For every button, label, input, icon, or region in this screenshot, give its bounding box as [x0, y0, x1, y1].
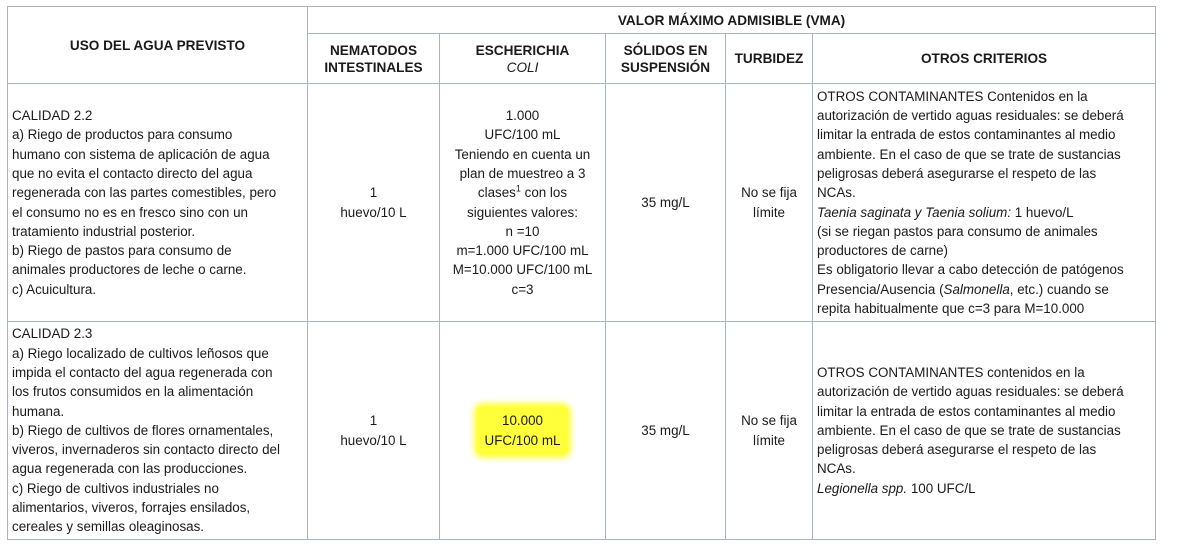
highlighted-ecoli-value — [477, 406, 569, 455]
turbidez-cell — [726, 84, 813, 322]
ecoli-line: UFC/100 mL — [484, 127, 561, 143]
uso-line: a) Riego localizado de cultivos leñosos que — [12, 345, 269, 361]
uso-line: humana. — [12, 403, 65, 419]
vma-table — [7, 6, 1156, 540]
otros-line: (si se riegan pastos para consumo de animales — [817, 223, 1098, 239]
otros-line: limitar la entrada de estos contaminantes al medio — [817, 127, 1116, 143]
header-otros: OTROS CRITERIOS — [813, 34, 1156, 84]
otros-line: autorización de vertido aguas residuales: se deberá — [817, 384, 1124, 400]
otros-line: ambiente. En el caso de que se trate de sustancias — [817, 146, 1121, 162]
uso-line: tratamiento industrial posterior. — [12, 223, 196, 239]
uso-line: CALIDAD 2.2 — [12, 108, 93, 124]
header-solidos — [606, 34, 726, 84]
pa-pre: Presencia/Ausencia ( — [817, 281, 944, 297]
nematodos-cell — [308, 84, 440, 322]
table-row-calidad-2-3 — [8, 322, 1156, 540]
otros-line: peligrosas deberá asegurarse el respeto de las — [817, 442, 1097, 458]
turbidez-l2: límite — [753, 432, 785, 448]
legionella-label: Legionella spp. — [817, 480, 908, 496]
otros-line: ambiente. En el caso de que se trate de sustancias — [817, 422, 1121, 438]
nematodos-value: 1 — [369, 413, 378, 429]
uso-cell — [8, 322, 308, 540]
header-ecoli-l2: COLI — [506, 59, 539, 75]
uso-line: a) Riego de productos para consumo — [12, 127, 233, 143]
uso-line: que no evita el contacto directo del agua — [12, 165, 253, 181]
solidos-cell: 35 mg/L — [606, 84, 726, 322]
otros-line: repita habitualmente que c=3 para M=10.000 — [817, 300, 1085, 316]
uso-cell — [8, 84, 308, 322]
otros-criterios-cell — [813, 322, 1156, 540]
uso-line: alimentarios, viveros, forrajes ensilados, — [12, 500, 251, 516]
ecoli-line: siguientes valores: — [467, 204, 578, 220]
ecoli-line: M=10.000 UFC/100 mL — [452, 262, 593, 278]
ecoli-line: n =10 — [505, 223, 540, 239]
turbidez-l2: límite — [753, 204, 785, 220]
table-row-calidad-2-2 — [8, 84, 1156, 322]
ecoli-line: Teniendo en cuenta un — [454, 146, 591, 162]
turbidez-l1: No se fija — [741, 413, 797, 429]
otros-line: NCAs. — [817, 185, 856, 201]
uso-line: agua regenerada con las producciones. — [12, 461, 248, 477]
ecoli-value: 10.000 — [502, 413, 543, 429]
uso-line: CALIDAD 2.3 — [12, 326, 93, 342]
nematodos-unit: huevo/10 L — [340, 204, 407, 220]
otros-criterios-cell — [813, 84, 1156, 322]
otros-line: peligrosas deberá asegurarse el respeto de las — [817, 165, 1097, 181]
otros-line: OTROS CONTAMINANTES contenidos en la — [817, 364, 1085, 380]
uso-line: viveros, invernaderos sin contacto directo del — [12, 442, 280, 458]
uso-line: humano con sistema de aplicación de agua — [12, 146, 270, 162]
header-nematodos-l2: INTESTINALES — [324, 59, 423, 75]
uso-line: los frutos consumidos en la alimentación — [12, 384, 254, 400]
otros-line: NCAs. — [817, 461, 856, 477]
uso-line: animales productores de leche o carne. — [12, 262, 247, 278]
turbidez-cell — [726, 322, 813, 540]
ecoli-clases: clases — [477, 185, 516, 201]
header-solidos-l1: SÓLIDOS EN — [623, 42, 708, 58]
otros-line: productores de carne) — [817, 243, 949, 259]
uso-line: c) Riego de cultivos industriales no — [12, 480, 219, 496]
ecoli-line: plan de muestreo a 3 — [459, 165, 586, 181]
header-uso: USO DEL AGUA PREVISTO — [8, 7, 308, 84]
nematodos-cell — [308, 322, 440, 540]
header-vma: VALOR MÁXIMO ADMISIBLE (VMA) — [308, 7, 1156, 34]
otros-line — [817, 280, 1151, 299]
ecoli-unit: UFC/100 mL — [484, 432, 561, 448]
otros-line — [817, 203, 1151, 222]
solidos-cell: 35 mg/L — [606, 322, 726, 540]
footnote-ref: 1 — [515, 183, 521, 194]
header-ecoli — [440, 34, 606, 84]
uso-line: b) Riego de cultivos de flores ornamentales, — [12, 422, 274, 438]
taenia-label: Taenia saginata y Taenia solium: — [817, 204, 1012, 220]
salmonella-text: Salmonella — [943, 281, 1010, 297]
ecoli-line: 1.000 — [505, 108, 540, 124]
otros-line: limitar la entrada de estos contaminantes al medio — [817, 403, 1116, 419]
taenia-value: 1 huevo/L — [1011, 204, 1074, 220]
ecoli-line — [444, 183, 601, 202]
uso-line: cereales y semillas oleaginosas. — [12, 519, 205, 535]
otros-line — [817, 479, 1151, 498]
ecoli-line: c=3 — [511, 281, 534, 297]
otros-line: OTROS CONTAMINANTES Contenidos en la — [817, 88, 1088, 104]
pa-post: , etc.) cuando se — [1009, 281, 1109, 297]
uso-line: impida el contacto del agua regenerada con — [12, 364, 273, 380]
uso-line: regenerada con las partes comestibles, pero — [12, 185, 277, 201]
ecoli-cell — [440, 322, 606, 540]
uso-line: c) Acuicultura. — [12, 281, 97, 297]
nematodos-value: 1 — [369, 185, 378, 201]
ecoli-line: m=1.000 UFC/100 mL — [456, 243, 589, 259]
otros-line: Es obligatorio llevar a cabo detección de patógenos — [817, 262, 1124, 278]
header-turbidez: TURBIDEZ — [726, 34, 813, 84]
uso-line: el consumo no es en fresco sino con un — [12, 204, 248, 220]
ecoli-cell — [440, 84, 606, 322]
header-ecoli-l1: ESCHERICHIA — [475, 42, 570, 58]
header-nematodos — [308, 34, 440, 84]
ecoli-clases-tail: con los — [520, 185, 568, 201]
uso-line: b) Riego de pastos para consumo de — [12, 243, 232, 259]
otros-line: autorización de vertido aguas residuales: se deberá — [817, 108, 1124, 124]
header-solidos-l2: SUSPENSIÓN — [620, 59, 711, 75]
header-nematodos-l1: NEMATODOS — [329, 42, 418, 58]
legionella-value: 100 UFC/L — [907, 480, 976, 496]
nematodos-unit: huevo/10 L — [340, 432, 407, 448]
turbidez-l1: No se fija — [741, 185, 797, 201]
